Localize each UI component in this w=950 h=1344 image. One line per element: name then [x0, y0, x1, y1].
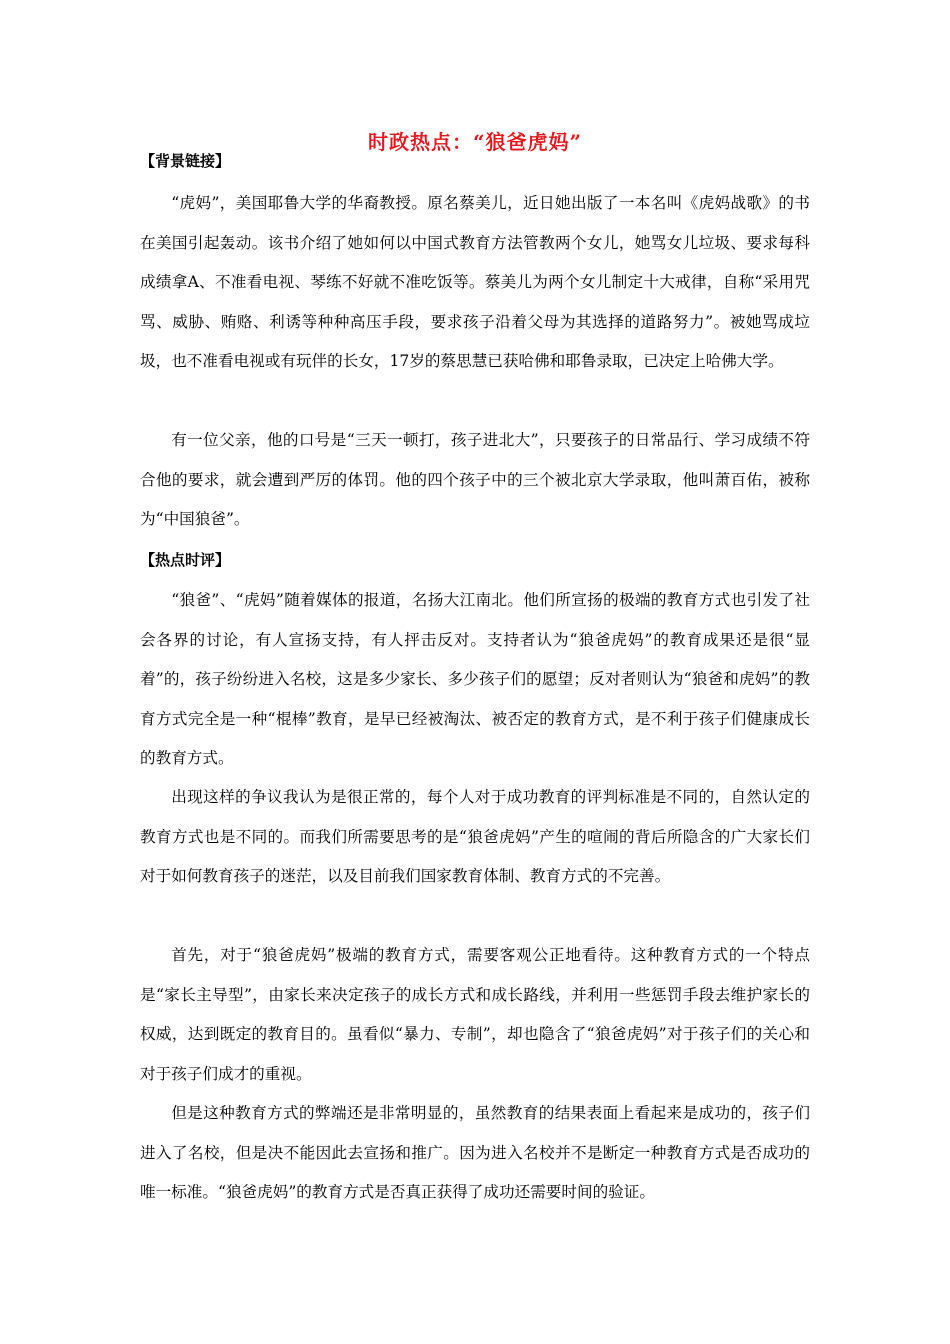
- paragraph: “狼爸”、“虎妈”随着媒体的报道，名扬大江南北。他们所宣扬的极端的教育方式也引发了社会各界的讨论，有人宣扬支持，有人抨击反对。支持者认为“狼爸虎妈”的教育成果还是很“显着”的，孩子纷纷进入名校，这是多少家长、多少孩子们的愿望；反对者则认为“狼爸和虎妈”的教育方式完全是一种“棍棒”教育，是早已经被淘汰、被否定的教育方式，是不利于孩子们健康成长的教育方式。: [140, 591, 810, 767]
- paragraph: 首先，对于“狼爸虎妈”极端的教育方式，需要客观公正地看待。这种教育方式的一个特点是“家长主导型”，由家长来决定孩子的成长方式和成长路线，并利用一些惩罚手段去维护家长的权威，达到既定的教育目的。虽看似“暴力、专制”，却也隐含了“狼爸虎妈”对于孩子们的关心和对于孩子们成才的重视。: [140, 946, 810, 1083]
- document-title: 时政热点：“狼爸虎妈”: [367, 130, 582, 154]
- paragraph: 出现这样的争议我认为是很正常的，每个人对于成功教育的评判标准是不同的，自然认定的教育方式也是不同的。而我们所需要思考的是“狼爸虎妈”产生的喧闹的背后所隐含的广大家长们对于如何教育孩子的迷茫，以及目前我们国家教育体制、教育方式的不完善。: [140, 788, 810, 885]
- paragraph: 但是这种教育方式的弊端还是非常明显的，虽然教育的结果表面上看起来是成功的，孩子们进入了名校，但是决不能因此去宣扬和推广。因为进入名校并不是断定一种教育方式是否成功的唯一标准。“狼爸虎妈”的教育方式是否真正获得了成功还需要时间的验证。: [140, 1104, 810, 1201]
- section-heading-commentary: 【热点时评】: [140, 551, 231, 569]
- paragraph: 有一位父亲，他的口号是“三天一顿打，孩子进北大”，只要孩子的日常品行、学习成绩不符合他的要求，就会遭到严厉的体罚。他的四个孩子中的三个被北京大学录取，他叫萧百佑，被称为“中国狼爸”。: [140, 431, 810, 528]
- paragraph: “虎妈”，美国耶鲁大学的华裔教授。原名蔡美儿，近日她出版了一本名叫《虎妈战歌》的书在美国引起轰动。该书介绍了她如何以中国式教育方法管教两个女儿，她骂女儿垃圾、要求每科成绩拿A、不准看电视、琴练不好就不准吃饭等。蔡美儿为两个女儿制定十大戒律，自称“采用咒骂、威胁、贿赂、利诱等种种高压手段，要求孩子沿着父母为其选择的道路努力”。被她骂成垃圾，也不准看电视或有玩伴的长女，17岁的蔡思慧已获哈佛和耶鲁录取，已决定上哈佛大学。: [140, 194, 810, 370]
- section-heading-background: 【背景链接】: [140, 152, 231, 170]
